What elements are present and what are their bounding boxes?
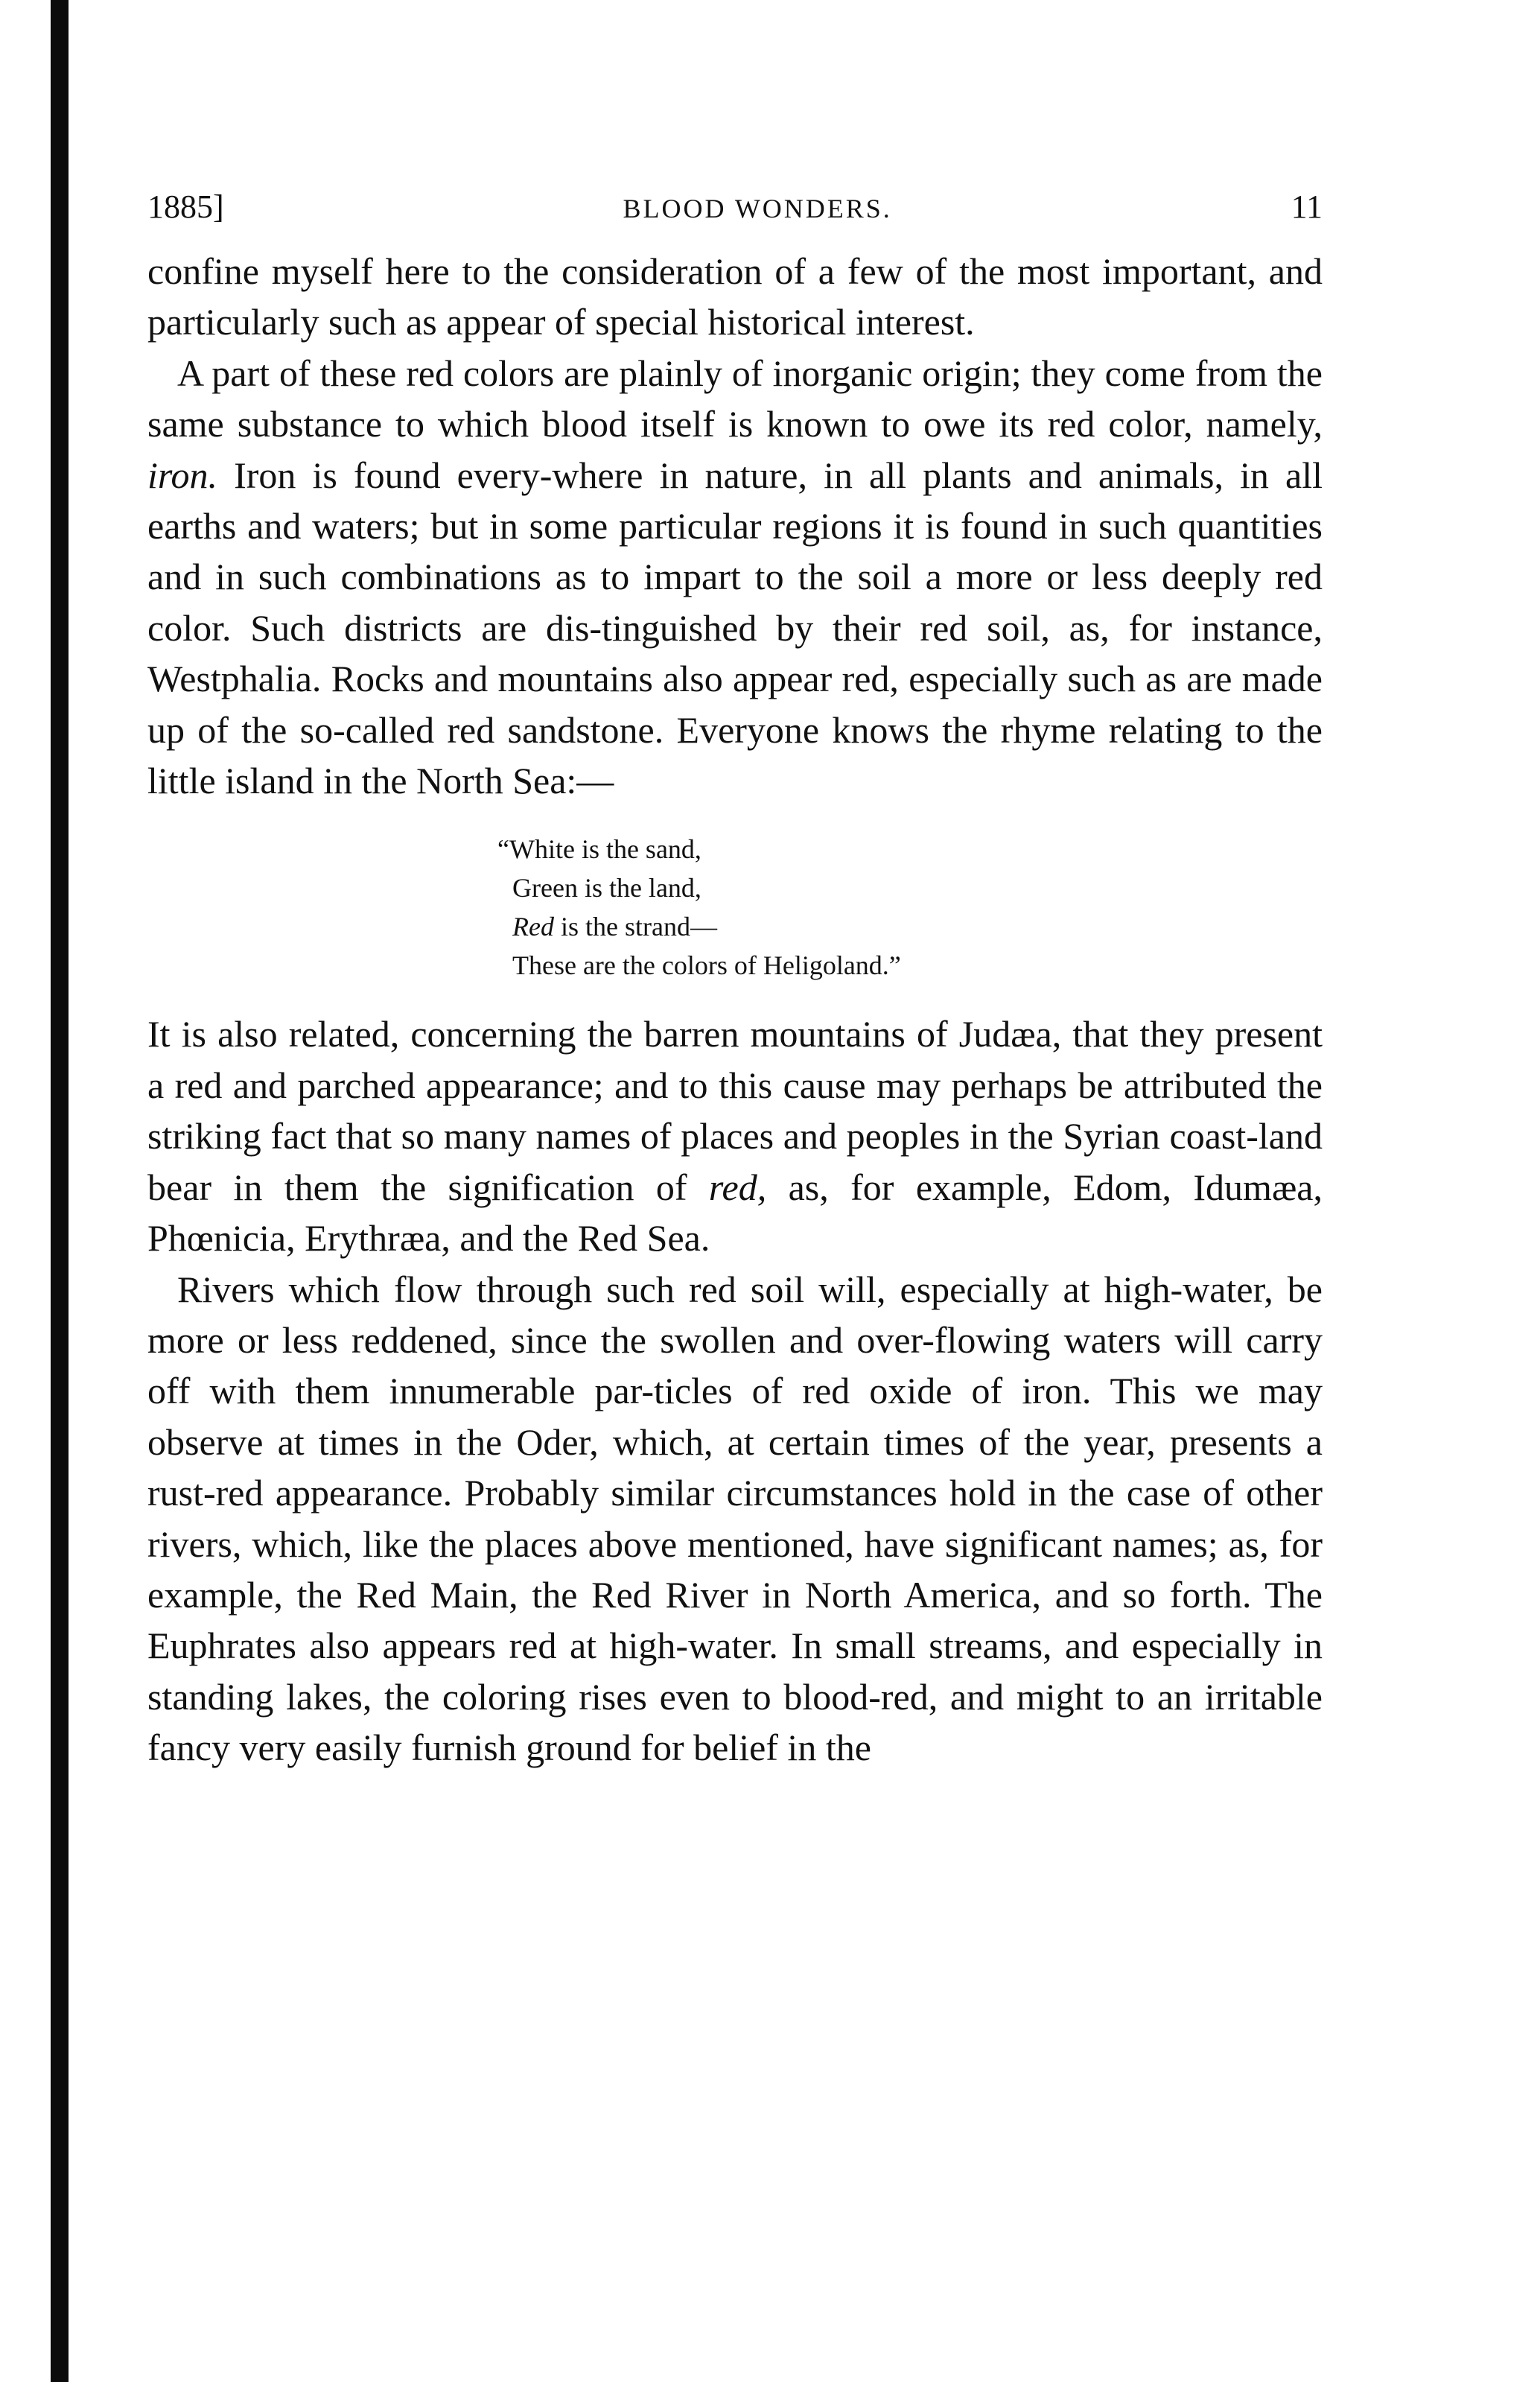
- running-head: [147, 186, 1323, 246]
- paragraph-2: [147, 348, 1323, 807]
- paragraph-1: confine myself here to the consideration of a few of the most important, and particularly such as appear of special historical interest.: [147, 250, 1323, 343]
- book-page: [147, 186, 1323, 1773]
- paragraph-2-part-1: A part of these red colors are plainly of inorganic origin; they come from the same substance to which blood itself is known to owe its red color, namely,: [147, 352, 1323, 445]
- verse-line-3: [497, 907, 1323, 946]
- paragraph-3-italic: red,: [708, 1166, 767, 1208]
- verse-line-2: Green is the land,: [512, 873, 701, 903]
- verse-line-4: These are the colors of Heligoland.”: [512, 950, 901, 981]
- body-text: [147, 246, 1323, 1773]
- verse-block: [497, 830, 1323, 985]
- page-binding-edge: [51, 0, 69, 2382]
- verse-line-3-rest: is the strand—: [553, 912, 717, 942]
- header-year: 1885]: [147, 188, 224, 225]
- paragraph-2-italic: iron.: [147, 454, 217, 496]
- header-title: BLOOD WONDERS.: [623, 194, 892, 223]
- paragraph-3-part-1: It is also related, concerning the barren mountains of Judæa, that they present a red and parched appearance; and to this cause may perhaps be attributed the striking fact that so many names of places and peoples in the Syrian coast-land bear in them the signification of: [147, 1013, 1323, 1208]
- verse-line-1: “White is the sand,: [497, 834, 701, 865]
- paragraph-4: Rivers which flow through such red soil will, especially at high-water, be more or less reddened, since the swollen and over-flowing waters will carry off with them innumerable par-ticles of red oxide of iron. This we may observe at times in the Oder, which, at certain times of the year, presents a rust-red appearance. Probably similar circumstances hold in the case of other rivers, which, like the places above mentioned, have significant names; as, for example, the Red Main, the Red River in North America, and so forth. The Euphrates also appears red at high-water. In small streams, and especially in standing lakes, the coloring rises even to blood-red, and might to an irritable fancy very easily furnish ground for belief in the: [147, 1268, 1323, 1769]
- verse-line-3-italic: Red: [512, 912, 554, 942]
- paragraph-3-part-2: as, for example, Edom, Idumæa, Phœnicia, Erythræa, and the Red Sea.: [147, 1166, 1323, 1260]
- paragraph-2-part-2: Iron is found every-where in nature, in all plants and animals, in all earths and waters; but in some particular regions it is found in such quantities and in such combinations as to impart to the soil a more or less deeply red color. Such districts are dis-tinguished by their red soil, as, for instance, Westphalia. Rocks and mountains also appear red, especially such as are made up of the so-called red sandstone. Everyone knows the rhyme relating to the little island in the North Sea:—: [147, 454, 1323, 802]
- paragraph-3: [147, 1009, 1323, 1263]
- page-number: 11: [1291, 188, 1323, 225]
